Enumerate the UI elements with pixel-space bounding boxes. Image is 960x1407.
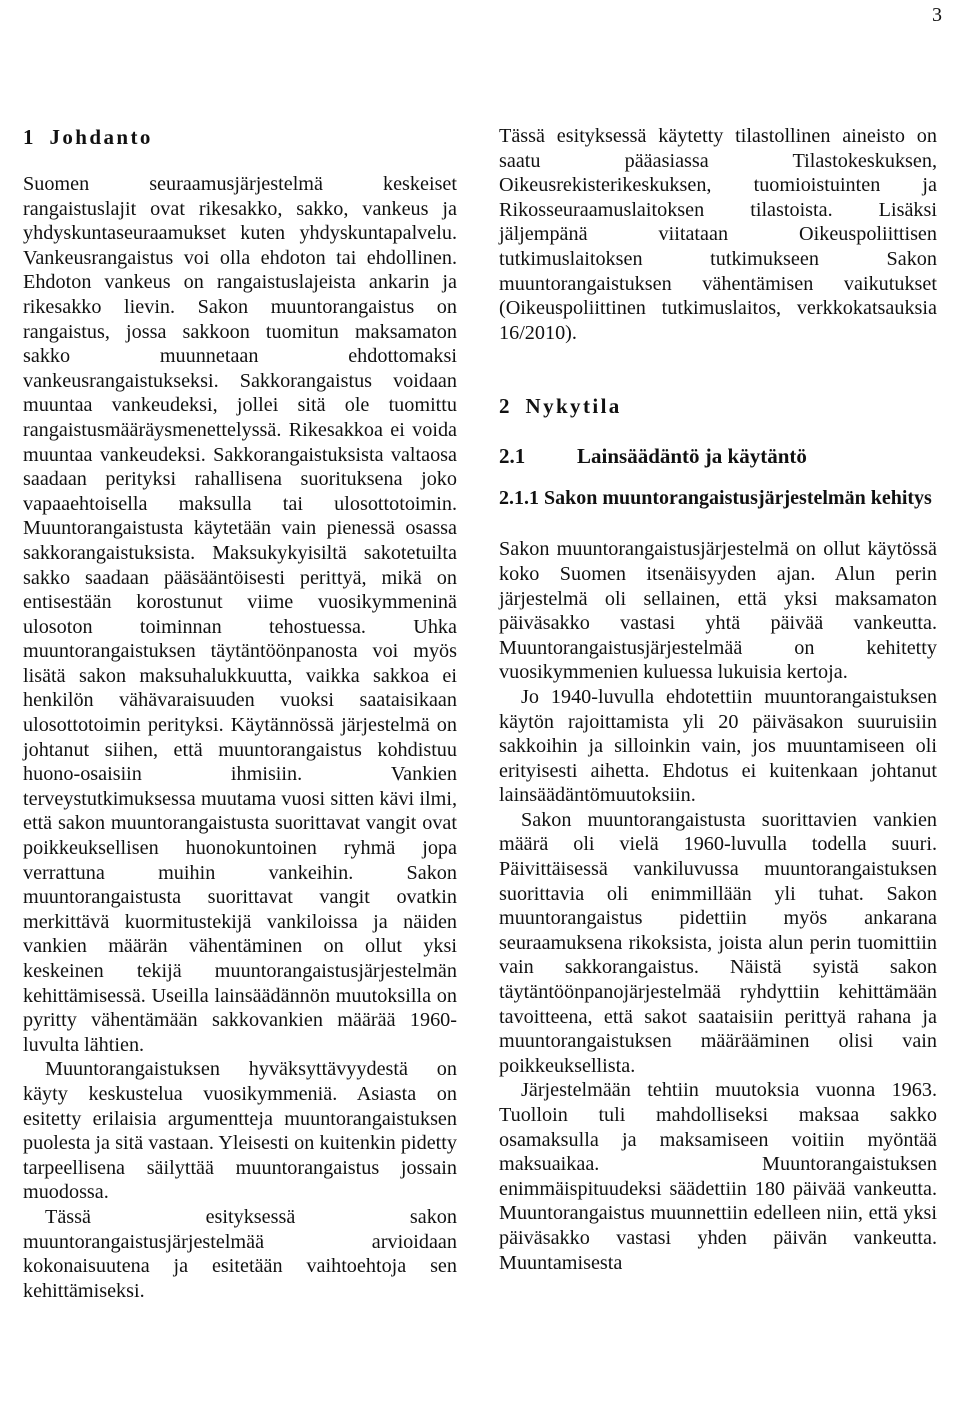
subsection-2-1-heading [499,439,937,473]
body-paragraph: Muuntorangaistuksen hyväksyttävyydestä on käyty keskustelua vuosikymmeniä. Asiasta on esitetty erilaisia argumentteja muuntorangaistuksen puolesta ja sitä vastaan. Yleisesti on kuitenkin pidetty tarpeellisena säilyttää muuntorangaistus jossain muodossa. [23,1058,457,1204]
section-1-heading [23,118,457,156]
body-paragraph: Jo 1940-luvulla ehdotettiin muuntorangaistuksen käytön rajoittamista yli 20 päiväsakon suuruisiin sakkoihin ja silloinkin vain, jos muuntamiseen oli erityisesti aihetta. Ehdotus ei kuitenkaan johtanut lainsäädäntömuutoksiin. [499,685,937,807]
body-paragraph: Sakon muuntorangaistusjärjestelmä on ollut käytössä koko Suomen itsenäisyyden ajan. Alun perin järjestelmä oli sellainen, että yksi maksamaton päiväsakko vastasi yhtä päivää vankeutta. Muuntorangaistusjärjestelmää on kehitetty vuosikymmenien kuluessa lukuisia kertoja. [499,538,937,684]
section-number: 2 [499,394,510,419]
intro-paragraph: Tässä esityksessä käytetty tilastollinen aineisto on saatu pääasiassa Tilastokeskuksen, Oikeusrekisterikeskuksen, tuomioistuinten ja Rikosseuraamuslaitoksen tilastoista. Lisäksi jäljempänä viitataan Oikeuspoliittisen tutkimuslaitoksen tutkimukseen Sakon muuntorangaistuksen vähentämisen vaikutukset (Oikeuspoliittinen tutkimuslaitos, verkkokatsauksia 16/2010). [499,125,937,344]
right-column [499,118,937,1275]
section-title-text: Nykytila [525,394,622,419]
body-paragraph: Järjestelmään tehtiin muutoksia vuonna 1963. Tuolloin tuli mahdolliseksi maksaa sakko osamaksulla ja maksamiseen voitiin myöntää maksuaikaa. Muuntorangaistuksen enimmäispituudeksi säädettiin 180 päivää vankeutta. Muuntorangaistus muunnettiin edelleen niin, että yksi päiväsakko vastasi yhden päivän vankeutta. Muuntamisesta [499,1079,937,1274]
body-paragraph: Tässä esityksessä sakon muuntorangaistusjärjestelmää arvioidaan kokonaisuutena ja esitetään vaihtoehtoja sen kehittämiseksi. [23,1205,457,1302]
subsubsection-title-text: Sakon muuntorangaistusjärjestelmän kehitys [544,487,932,510]
section-title-text: Johdanto [49,125,153,149]
subsubsection-number: 2.1.1 [499,487,539,510]
body-paragraph: Suomen seuraamusjärjestelmä keskeiset rangaistuslajit ovat rikesakko, sakko, vankeus ja yhdyskuntaseuraamukset kuten yhdyskuntapalvelu. Vankeusrangaistus voi olla ehdoton tai ehdollinen. Ehdoton vankeus on rangaistuslajeista ankarin ja rikesakko lievin. Sakon muuntorangaistus on rangaistus, jossa sakkoon tuomitun maksamaton sakko muunnetaan ehdottomaksi vankeusrangaistukseksi. Sakkorangaistus voidaan muuntaa vankeudeksi, jollei sitä ole tuomittu rangaistusmääräysmenettelyssä. Rikesakkoa ei voida muuntaa vankeudeksi. Sakkorangaistuksista valtaosa saadaan perityksi rahallisena suorituksena joko vapaaehtoisella maksulla tai ulosottotoimin. Muuntorangaistusta käytetään vain pienessä osassa sakkorangaistuksista. Maksukykyisiltä sakotetuilta sakko saadaan pääsääntöisesti perittyä, mikä on entisestään korostunut viime vuosikymmeninä ulosoton toiminnan tehostuessa. Uhka muuntorangaistuksen täytäntöönpanosta voi myös lisätä sakon maksuhalukkuutta, vaikka sakkoa ei henkilön vähävaraisuuden vuoksi saataisikaan ulosottotoimin perityksi. Käytännössä järjestelmä on johtanut siihen, että muuntorangaistus kohdistuu huono-osaisiin ihmisiin. Vankien terveystutkimuksessa muutama vuosi sitten kävi ilmi, että sakon muuntorangaistusta suorittavat vangit ovat poikkeuksellisen huonokuntoinen ryhmä jopa verrattuna muihin vankeihin. Sakon muuntorangaistusta suorittavat vangit ovatkin merkittävä kuormitustekijä vankiloissa ja näiden vankien määrän vähentäminen on ollut yksi keskeinen tekijä muuntorangaistusjärjestelmän kehittämisessä. Useilla lainsäädännön muutoksilla on pyritty vähentämään sakkovankien määrää 1960-luvulta lähtien. [23,173,457,1056]
section-number: 1 [23,125,34,149]
left-column [23,118,457,1303]
subsection-number: 2.1 [499,444,526,469]
body-paragraph: Sakon muuntorangaistusta suorittavien vankien määrä oli vielä 1960-luvulla todella suuri. Päivittäisessä vankiluvussa muuntorangaistuksen suorittavia oli enimmillään yli tuhat. Sakon muuntorangaistus pidettiin myös ankarana seuraamuksena rikoksista, joista alun perin tuomittiin vain sakkorangaistus. Näistä syistä sakon täytäntöönpanojärjestelmää ryhdyttiin kehittämään tavoitteena, että sakot saataisiin perittyä rahana ja muuntorangaistuksen määrääminen olisi vain poikkeuksellista. [499,808,937,1077]
subsection-title-text: Lainsäädäntö ja käytäntö [577,444,807,469]
section-2-heading [499,387,937,425]
subsubsection-2-1-1-heading [499,485,937,511]
page-number: 3 [932,4,942,26]
